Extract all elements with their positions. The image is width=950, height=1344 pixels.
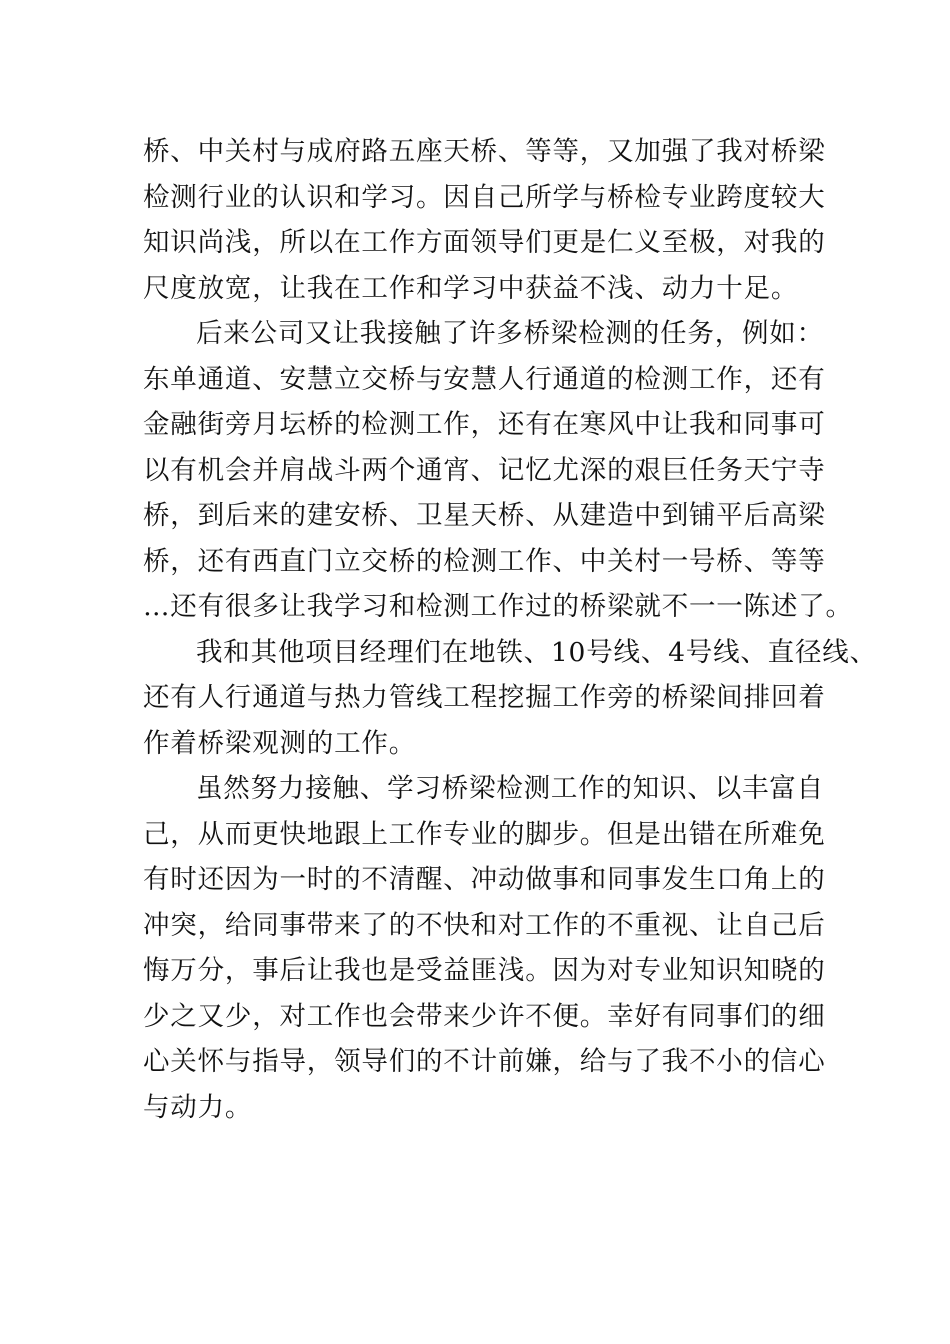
text-line: 以有机会并肩战斗两个通宵、记忆尤深的艰巨任务天宁寺 (143, 454, 826, 486)
text-line: 检测行业的认识和学习。因自己所学与桥检专业跨度较大 (143, 181, 826, 213)
text-line: 作着桥梁观测的工作。 (143, 727, 416, 759)
body-text (143, 129, 877, 1130)
text-line: 桥、中关村与成府路五座天桥、等等，又加强了我对桥梁 (143, 136, 826, 167)
text-line: 我和其他项目经理们在地铁、10号线、4号线、直径线、 (196, 636, 877, 668)
text-line: 与动力。 (143, 1091, 253, 1123)
text-line: 己，从而更快地跟上工作专业的脚步。但是出错在所难免 (143, 818, 826, 850)
text-line: 心关怀与指导，领导们的不计前嫌，给与了我不小的信心 (143, 1046, 826, 1077)
text-line: 冲突，给同事带来了的不快和对工作的不重视、让自己后 (143, 909, 826, 941)
text-line: 桥，还有西直门立交桥的检测工作、中关村一号桥、等等 (143, 545, 826, 577)
text-line: …还有很多让我学习和检测工作过的桥梁就不一一陈述了。 (143, 591, 853, 622)
text-line: 还有人行通道与热力管线工程挖掘工作旁的桥梁间排回着 (143, 682, 826, 713)
text-line: 有时还因为一时的不清醒、冲动做事和同事发生口角上的 (143, 864, 826, 895)
text-line: 虽然努力接触、学习桥梁检测工作的知识、以丰富自 (196, 773, 824, 804)
text-line: 东单通道、安慧立交桥与安慧人行通道的检测工作，还有 (143, 363, 826, 395)
text-line: 尺度放宽，让我在工作和学习中获益不浅、动力十足。 (143, 272, 799, 304)
text-line: 金融街旁月坛桥的检测工作，还有在寒风中让我和同事可 (143, 409, 826, 440)
text-line: 少之又少，对工作也会带来少许不便。幸好有同事们的细 (143, 1000, 826, 1032)
text-line: 知识尚浅，所以在工作方面领导们更是仁义至极，对我的 (143, 227, 826, 258)
text-line: 后来公司又让我接触了许多桥梁检测的任务，例如： (196, 318, 824, 349)
text-line: 悔万分，事后让我也是受益匪浅。因为对专业知识知晓的 (143, 955, 826, 986)
text-line: 桥，到后来的建安桥、卫星天桥、从建造中到铺平后高梁 (143, 500, 826, 531)
